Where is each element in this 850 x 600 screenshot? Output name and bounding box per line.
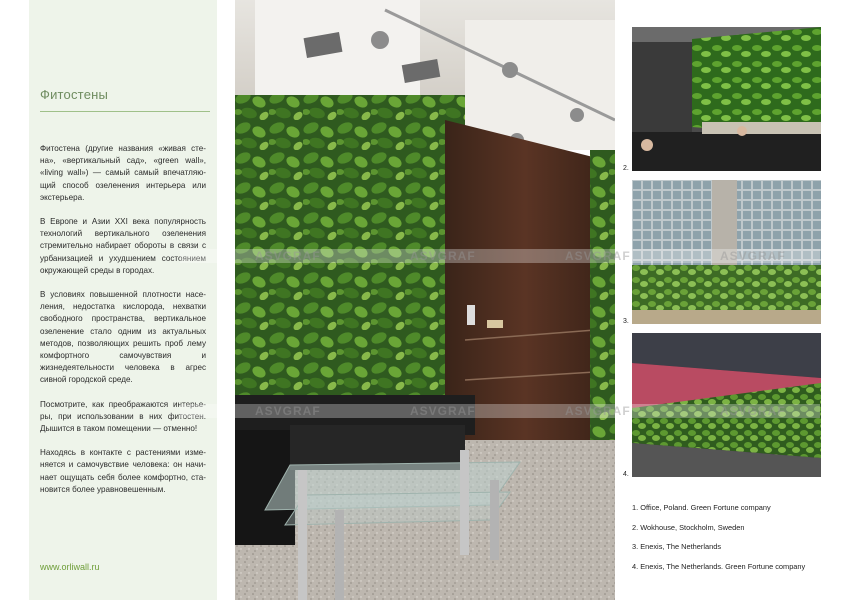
thumbnail-number: 2. — [623, 165, 629, 172]
watermark: ASVGRAF — [410, 404, 476, 418]
watermark: ASVGRAF — [410, 249, 476, 263]
article-body — [40, 143, 206, 508]
thumbnail-photo — [632, 27, 821, 171]
thumbnail-number: 3. — [623, 318, 629, 325]
photo-bar-green-wall-icon — [632, 27, 821, 171]
main-photo-illustration — [235, 0, 615, 600]
main-photo — [235, 0, 615, 600]
paragraph: Находясь в контакте с растениями изме- няется и самочувствие человека: он начи- нает ощущать себя более комфортно, ста- новится более уравновешенным. — [40, 448, 206, 494]
watermark: ASVGRAF — [255, 404, 321, 418]
caption: 4. Enexis, The Netherlands. Green Fortune company — [632, 561, 806, 571]
watermark: ASVGRAF — [565, 404, 631, 418]
thumbnail-number: 4. — [623, 471, 629, 478]
photo-captions — [632, 503, 842, 581]
watermark: ASVGRAF — [720, 404, 786, 418]
watermark: ASVGRAF — [255, 249, 321, 263]
page-title: Фитостены — [40, 87, 109, 102]
watermark: ASVGRAF — [565, 249, 631, 263]
caption: 1. Office, Poland. Green Fortune company — [632, 503, 771, 512]
paragraph: Фитостена (другие названия «живая сте- на», «вертикальный сад», «green wall», «living wall») — самый самый впечатляю- щий способ озеленения интерьера или экстерьера. — [40, 144, 206, 202]
watermark: ASVGRAF — [720, 249, 786, 263]
caption: 3. Enexis, The Netherlands — [632, 542, 722, 552]
paragraph: В Европе и Азии XXI века популярность технологий вертикального озеленения стремительно набирает обороты в связи с урбанизацией и ухудшением состоянием окружающей среды в городах. — [40, 217, 206, 275]
website-link[interactable]: www.orliwall.ru — [40, 562, 100, 572]
title-divider — [40, 111, 210, 112]
caption: 2. Wokhouse, Stockholm, Sweden — [632, 522, 745, 532]
paragraph: Посмотрите, как преображаются интерье- ры, при использовании в них фитостен. Дышится в таком помещении — отменно! — [40, 399, 206, 434]
paragraph: В условиях повышенной плотности насе- ления, недостатка кислорода, нехватки свободного пространства, вертикальное озеленение стало одним из актуальных методов, позволяющих решить проб лему комфортного самочувствия и жизнедеятельности человека в агрес сивной городской среде. — [40, 290, 206, 385]
